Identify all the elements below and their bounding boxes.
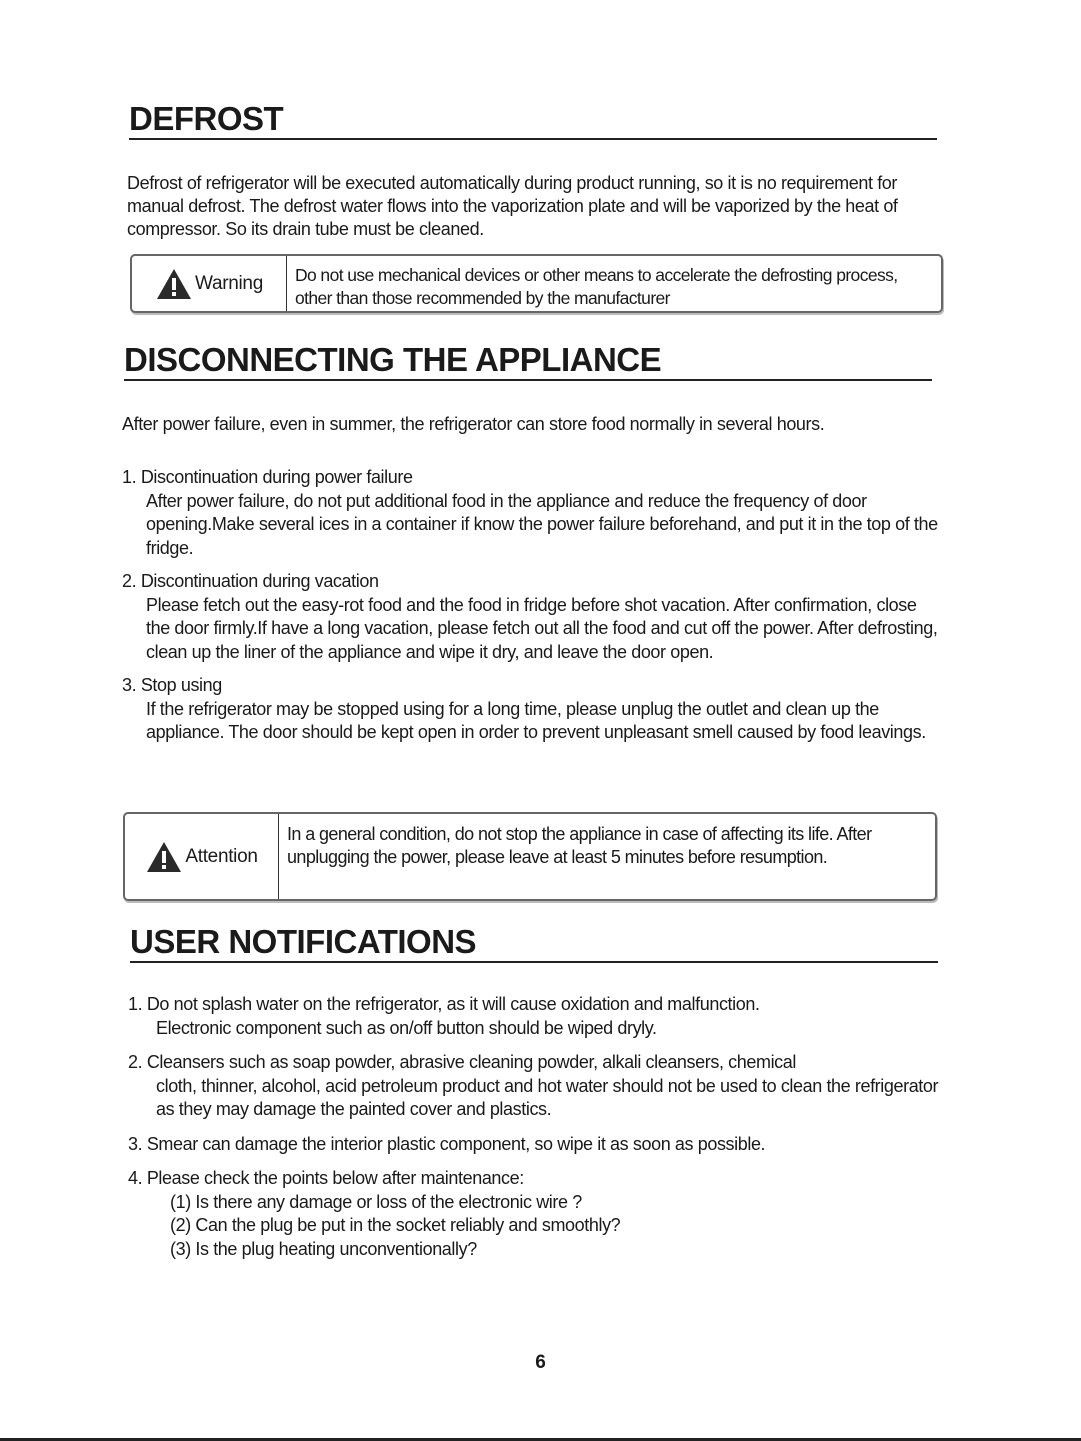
list-item — [128, 1133, 953, 1157]
list-item-heading: 2. Cleansers such as soap powder, abrasive cleaning powder, alkali cleansers, chemical — [128, 1052, 796, 1072]
check-item: (1) Is there any damage or loss of the electronic wire ? — [170, 1191, 582, 1212]
list-item-body: Electronic component such as on/off button should be wiped dryly. — [156, 1017, 657, 1038]
warning-text: Do not use mechanical devices or other means to accelerate the defrosting process, other than those recommended by the manufacturer — [295, 265, 898, 308]
notifications-title: USER NOTIFICATIONS — [130, 924, 938, 963]
attention-text: In a general condition, do not stop the appliance in case of affecting its life. After unplugging the power, please leave at least 5 minutes before resumption. — [287, 824, 872, 867]
page-number: 6 — [535, 1352, 546, 1373]
disconnecting-list — [122, 466, 940, 755]
list-item — [122, 466, 940, 560]
list-item-body: After power failure, do not put additional food in the appliance and reduce the frequency of door opening.Make several ices in a container if know the power failure beforehand, and put it in the top of the fridge. — [146, 490, 938, 558]
list-item-body: If the refrigerator may be stopped using for a long time, please unplug the outlet and clean up the appliance. The door should be kept open in order to prevent unpleasant smell caused by food leavings. — [146, 698, 926, 742]
defrost-title: DEFROST — [129, 101, 937, 140]
defrost-paragraph: Defrost of refrigerator will be executed automatically during product running, so it is no requirement for manual defrost. The defrost water flows into the vaporization plate and will be vaporized by the heat of compressor. So its drain tube must be cleaned. — [127, 173, 898, 239]
list-item-body: Please fetch out the easy-rot food and the food in fridge before shot vacation. After confirmation, close the door firmly.If have a long vacation, please fetch out all the food and cut off the power. After defrosting, clean up the liner of the appliance and wipe it dry, and leave the door open. — [146, 594, 938, 662]
attention-label: Attention — [185, 845, 258, 867]
list-item-heading: 1. Do not splash water on the refrigerator, as it will cause oxidation and malfunction. — [128, 994, 760, 1014]
disconnecting-title: DISCONNECTING THE APPLIANCE — [124, 342, 932, 381]
list-item-heading: 2. Discontinuation during vacation — [122, 571, 379, 591]
attention-label-cell — [125, 814, 279, 899]
warning-label-cell — [132, 256, 287, 311]
warning-box — [130, 254, 943, 313]
list-item — [122, 674, 940, 745]
list-item-heading: 4. Please check the points below after maintenance: — [128, 1168, 524, 1188]
disconnecting-intro: After power failure, even in summer, the refrigerator can store food normally in several hours. — [122, 414, 825, 434]
warning-label: Warning — [195, 272, 263, 294]
list-item-heading: 3. Stop using — [122, 675, 222, 695]
warning-triangle-icon — [155, 267, 193, 301]
list-item — [128, 993, 953, 1040]
warning-triangle-icon — [145, 840, 183, 874]
list-item-heading: 3. Smear can damage the interior plastic component, so wipe it as soon as possible. — [128, 1133, 766, 1154]
check-item: (3) Is the plug heating unconventionally? — [170, 1238, 477, 1259]
list-item — [122, 570, 940, 664]
notifications-list — [128, 993, 953, 1261]
check-item: (2) Can the plug be put in the socket reliably and smoothly? — [170, 1215, 621, 1235]
list-item-heading: 1. Discontinuation during power failure — [122, 467, 413, 487]
list-item-body: cloth, thinner, alcohol, acid petroleum product and hot water should not be used to clean the refrigerator as they may damage the painted cover and plastics. — [156, 1075, 939, 1119]
attention-box — [123, 812, 937, 901]
list-item — [128, 1051, 953, 1122]
list-item — [128, 1167, 953, 1261]
